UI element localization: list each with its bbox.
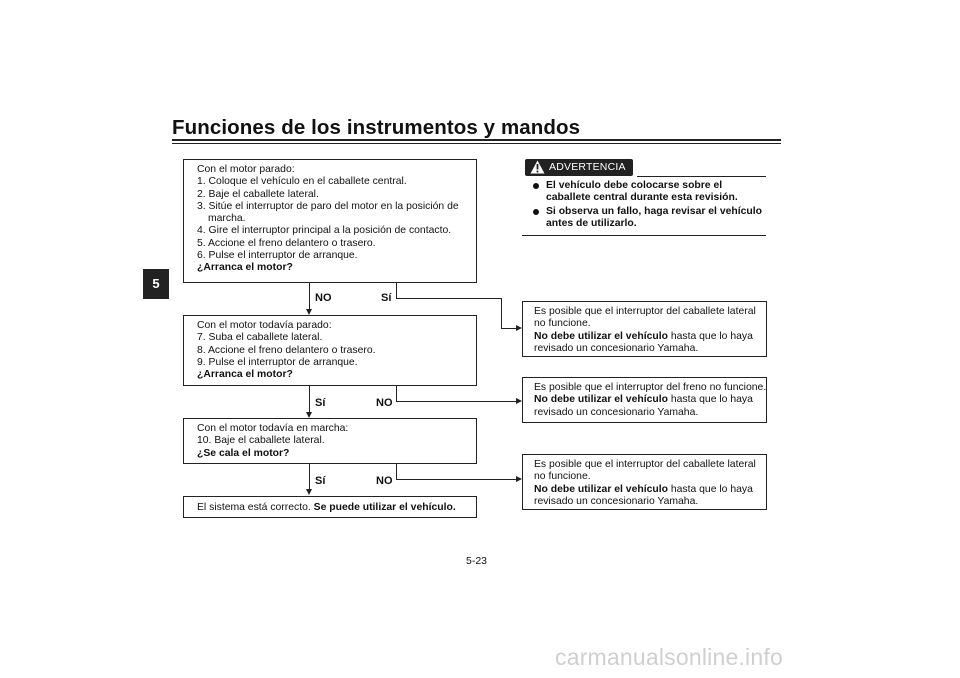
flow-box-start bbox=[183, 159, 477, 283]
branch-label-yes: Sí bbox=[315, 397, 326, 409]
bullet-dot-icon bbox=[533, 183, 539, 189]
box1-line: Con el motor parado: bbox=[197, 164, 295, 175]
result2-line: Es posible que el interruptor del freno no funcione. bbox=[534, 382, 767, 393]
connector-line bbox=[309, 283, 310, 310]
connector-line bbox=[396, 283, 397, 299]
box2-line: Con el motor todavía parado: bbox=[197, 320, 332, 331]
result3-bold: No debe utilizar el vehículo bbox=[534, 483, 668, 495]
chapter-tab: 5 bbox=[143, 269, 169, 299]
branch-label-yes: Sí bbox=[381, 292, 392, 304]
box1-line: 3. Sitúe el interruptor de paro del motor en la posición de bbox=[197, 200, 459, 212]
result-box-sidestand-2 bbox=[522, 454, 767, 510]
result-box-sidestand-1 bbox=[522, 301, 767, 357]
warning-top-rule bbox=[637, 176, 766, 177]
result2-rest: hasta que lo haya bbox=[667, 394, 753, 406]
box3-question: ¿Se cala el motor? bbox=[197, 447, 290, 459]
box1-line: 6. Pulse el interruptor de arranque. bbox=[197, 250, 358, 262]
box3-line: Con el motor todavía en marcha: bbox=[197, 423, 349, 434]
branch-label-no: NO bbox=[315, 292, 332, 304]
box1-line: 4. Gire el interruptor principal a la posición de contacto. bbox=[197, 225, 452, 237]
flow-box-retry bbox=[183, 315, 477, 386]
box1-question: ¿Arranca el motor? bbox=[197, 262, 293, 274]
box2-question: ¿Arranca el motor? bbox=[197, 369, 293, 381]
result-box-brake bbox=[522, 377, 767, 423]
box4-text: El sistema está correcto. bbox=[197, 502, 311, 513]
connector-line bbox=[501, 298, 502, 328]
box3-line: 10. Baje el caballete lateral. bbox=[197, 435, 325, 447]
result2-bold: No debe utilizar el vehículo bbox=[534, 394, 668, 406]
flow-box-ok bbox=[183, 496, 477, 518]
branch-label-no: NO bbox=[376, 397, 393, 409]
title-rule-thick bbox=[172, 139, 781, 141]
box2-line: 9. Pulse el interruptor de arranque. bbox=[197, 356, 358, 368]
warning-triangle-icon bbox=[530, 160, 545, 174]
result2-line: revisado un concesionario Yamaha. bbox=[534, 406, 699, 418]
warning-badge-label: ADVERTENCIA bbox=[549, 161, 626, 173]
branch-label-yes: Sí bbox=[315, 475, 326, 487]
branch-label-no: NO bbox=[376, 475, 393, 487]
warning-bullet bbox=[533, 180, 766, 206]
result1-rest: hasta que lo haya bbox=[667, 330, 753, 342]
box1-line: 5. Accione el freno delantero o trasero. bbox=[197, 237, 376, 249]
result1-bold: No debe utilizar el vehículo bbox=[534, 330, 668, 342]
box1-line: 2. Baje el caballete lateral. bbox=[197, 188, 319, 200]
bullet-dot-icon bbox=[533, 209, 539, 215]
warning-bullet-line: caballete central durante esta revisión. bbox=[546, 192, 738, 204]
box1-line: 1. Coloque el vehículo en el caballete central. bbox=[197, 176, 407, 188]
result1-line: revisado un concesionario Yamaha. bbox=[534, 342, 699, 354]
page-number: 5-23 bbox=[466, 555, 488, 567]
box4-bold: Se puede utilizar el vehículo. bbox=[313, 502, 456, 513]
connector-line bbox=[501, 328, 517, 329]
flow-box-running bbox=[183, 418, 477, 464]
result1-line: Es posible que el interruptor del caballete lateral bbox=[534, 306, 756, 317]
box1-line: marcha. bbox=[208, 213, 246, 225]
warning-bullet-line: Si observa un fallo, haga revisar el vehículo bbox=[546, 206, 762, 217]
result1-line: no funcione. bbox=[534, 318, 591, 330]
connector-line bbox=[396, 464, 397, 480]
warning-bullet-line: El vehículo debe colocarse sobre el bbox=[546, 180, 723, 191]
warning-badge bbox=[525, 159, 633, 176]
page-title: Funciones de los instrumentos y mandos bbox=[172, 116, 581, 139]
warning-bullet-line: antes de utilizarlo. bbox=[546, 218, 637, 230]
connector-line bbox=[309, 386, 310, 413]
connector-line bbox=[396, 479, 517, 480]
connector-line bbox=[396, 298, 502, 299]
connector-line bbox=[396, 401, 517, 402]
result3-line: revisado un concesionario Yamaha. bbox=[534, 495, 699, 507]
connector-line bbox=[309, 464, 310, 490]
warning-bottom-rule bbox=[522, 235, 766, 236]
title-rule-thin bbox=[172, 143, 781, 144]
box2-line: 8. Accione el freno delantero o trasero. bbox=[197, 344, 376, 356]
arrowhead-down-icon bbox=[306, 489, 312, 495]
box2-line: 7. Suba el caballete lateral. bbox=[197, 332, 323, 344]
warning-bullet bbox=[533, 206, 766, 232]
watermark: carmanualsonline.info bbox=[555, 644, 783, 670]
result3-line: Es posible que el interruptor del caballete lateral bbox=[534, 459, 756, 470]
result3-line: no funcione. bbox=[534, 471, 591, 483]
result3-rest: hasta que lo haya bbox=[667, 483, 753, 495]
connector-line bbox=[396, 386, 397, 402]
